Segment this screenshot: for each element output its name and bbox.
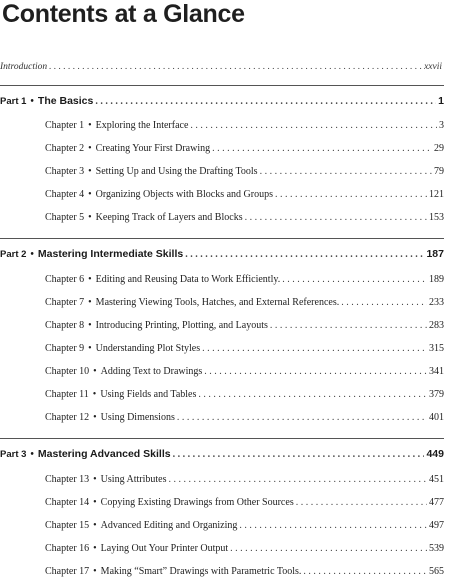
entry-page-number: 451 [429,474,444,485]
chapter-title: Using Dimensions [100,412,175,423]
dot-leader [230,540,427,558]
chapter-number: Chapter 6 [45,274,85,285]
toc-chapter-2[interactable] [45,140,444,158]
chapter-number: Chapter 9 [45,343,85,354]
part-number: Part 1 [0,96,27,107]
part-heading [0,245,183,263]
chapter-number: Chapter 12 [45,412,90,423]
dot-leader [95,93,436,110]
chapter-title: Adding Text to Drawings [100,366,203,377]
chapter-heading [45,340,200,358]
entry-page-number: 187 [426,248,444,260]
toc-chapter-13[interactable] [45,471,444,489]
page-title: Contents at a Glance [2,0,245,28]
toc-chapter-11[interactable] [45,386,444,404]
entry-page-number: 233 [429,297,444,308]
toc-chapter-5[interactable] [45,209,444,227]
chapter-title: Organizing Objects with Blocks and Groups [95,189,273,200]
toc-chapter-16[interactable] [45,540,444,558]
dot-leader [204,363,427,381]
part-title: The Basics [37,95,94,107]
toc-part-1[interactable] [0,92,444,110]
part-title: Mastering Advanced Skills [37,448,171,460]
toc-chapter-14[interactable] [45,494,444,512]
entry-page-number: 341 [429,366,444,377]
part-number: Part 2 [0,249,27,260]
part-divider [0,85,444,86]
entry-page-number: 449 [426,448,444,460]
chapter-number: Chapter 11 [45,389,89,400]
dot-leader [177,409,427,427]
chapter-title: Exploring the Interface [95,120,189,131]
bullet: • [88,320,92,331]
chapter-heading [45,540,228,558]
toc-chapter-9[interactable] [45,340,444,358]
entry-page-number: 283 [429,320,444,331]
toc-chapter-6[interactable] [45,271,444,289]
chapter-title: Mastering Viewing Tools, Hatches, and External References. [95,297,340,308]
chapter-title: Editing and Reusing Data to Work Efficiently. [95,274,281,285]
entry-page-number: 1 [438,95,444,107]
bullet: • [93,543,97,554]
entry-page-number: 497 [429,520,444,531]
chapter-number: Chapter 8 [45,320,85,331]
chapter-heading [45,517,237,535]
entry-page-number: 3 [439,120,444,131]
entry-page-number: 565 [429,566,444,577]
chapter-title: Copying Existing Drawings from Other Sources [100,497,294,508]
bullet: • [93,497,97,508]
chapter-heading [45,563,301,581]
part-divider [0,238,444,239]
chapter-number: Chapter 17 [45,566,90,577]
bullet: • [93,520,97,531]
chapter-heading [45,140,210,158]
dot-leader [282,271,427,289]
bullet: • [88,274,92,285]
chapter-number: Chapter 14 [45,497,90,508]
chapter-number: Chapter 2 [45,143,85,154]
chapter-heading [45,317,268,335]
bullet: • [88,120,92,131]
bullet: • [93,566,97,577]
toc-part-3[interactable] [0,445,444,463]
chapter-title: Keeping Track of Layers and Blocks [95,212,243,223]
part-heading [0,445,171,463]
bullet: • [88,166,92,177]
chapter-heading [45,117,188,135]
chapter-title: Using Attributes [100,474,167,485]
chapter-title: Creating Your First Drawing [95,143,211,154]
part-heading [0,92,93,110]
chapter-heading [45,409,175,427]
toc-chapter-7[interactable] [45,294,444,312]
toc-chapter-12[interactable] [45,409,444,427]
chapter-number: Chapter 16 [45,543,90,554]
dot-leader [202,340,427,358]
entry-page-number: 79 [434,166,444,177]
chapter-number: Chapter 5 [45,212,85,223]
bullet: • [88,297,92,308]
entry-page-number: 29 [434,143,444,154]
dot-leader [260,163,432,181]
dot-leader [245,209,427,227]
entry-page-number: 539 [429,543,444,554]
chapter-number: Chapter 4 [45,189,85,200]
entry-page-number: 315 [429,343,444,354]
dot-leader [212,140,432,158]
chapter-number: Chapter 10 [45,366,90,377]
entry-page-number: 189 [429,274,444,285]
bullet: • [88,343,92,354]
entry-page-number: 121 [429,189,444,200]
dot-leader [341,294,427,312]
bullet: • [92,389,97,400]
toc-part-2[interactable] [0,245,444,263]
chapter-heading [45,271,280,289]
toc-chapter-3[interactable] [45,163,444,181]
entry-title: Introduction [0,62,48,72]
chapter-number: Chapter 15 [45,520,90,531]
entry-page-number: 477 [429,497,444,508]
dot-leader [270,317,427,335]
chapter-heading [45,386,196,404]
dot-leader [239,517,427,535]
chapter-number: Chapter 7 [45,297,85,308]
chapter-title: Setting Up and Using the Drafting Tools [95,166,258,177]
dot-leader [303,563,427,581]
dot-leader [169,471,427,489]
toc-chapter-1[interactable] [45,117,444,135]
toc-chapter-10[interactable] [45,363,444,381]
toc-chapter-4[interactable] [45,186,444,204]
dot-leader [275,186,427,204]
chapter-heading [45,163,258,181]
part-title: Mastering Intermediate Skills [37,248,184,260]
chapter-title: Making “Smart” Drawings with Parametric Tools. [100,566,302,577]
entry-page-number: 379 [429,389,444,400]
dot-leader [173,446,425,463]
bullet: • [93,412,97,423]
entry-page-number: 401 [429,412,444,423]
dot-leader [198,386,427,404]
entry-page-number: 153 [429,212,444,223]
dot-leader [49,58,422,76]
chapter-title: Understanding Plot Styles [95,343,201,354]
chapter-number: Chapter 3 [45,166,85,177]
dot-leader [296,494,427,512]
chapter-heading [45,186,273,204]
part-divider [0,438,444,439]
bullet: • [30,249,34,260]
bullet: • [88,189,92,200]
chapter-title: Advanced Editing and Organizing [100,520,238,531]
toc-chapter-15[interactable] [45,517,444,535]
toc-entry-introduction[interactable] [0,58,442,76]
part-number: Part 3 [0,449,27,460]
toc-chapter-17[interactable] [45,563,444,581]
chapter-heading [45,209,243,227]
chapter-title: Laying Out Your Printer Output [100,543,229,554]
chapter-title: Introducing Printing, Plotting, and Layouts [95,320,268,331]
bullet: • [88,212,92,223]
chapter-heading [45,363,202,381]
dot-leader [190,117,437,135]
chapter-title: Using Fields and Tables [100,389,197,400]
chapter-heading [45,294,339,312]
chapter-heading [45,471,167,489]
bullet: • [88,143,92,154]
bullet: • [93,366,97,377]
bullet: • [30,96,34,107]
bullet: • [30,449,34,460]
bullet: • [93,474,97,485]
chapter-number: Chapter 1 [45,120,85,131]
dot-leader [185,246,424,263]
toc-chapter-8[interactable] [45,317,444,335]
chapter-number: Chapter 13 [45,474,90,485]
chapter-heading [45,494,294,512]
entry-page-number: xxvii [424,62,442,72]
